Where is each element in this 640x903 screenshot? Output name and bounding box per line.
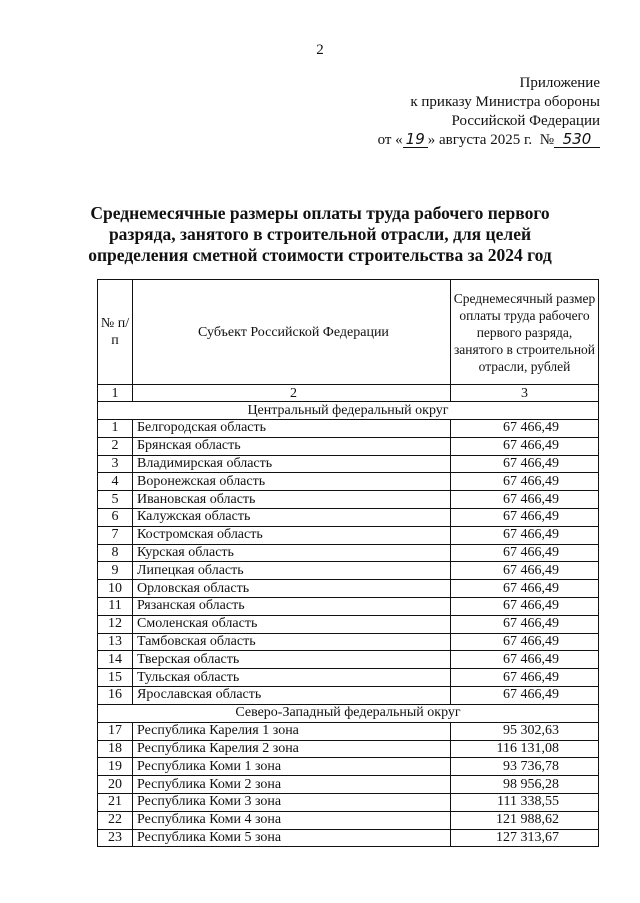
wage-value: 98 956,28 [451, 776, 599, 794]
table-row [98, 526, 599, 544]
wage-value: 67 466,49 [451, 473, 599, 491]
wage-value: 121 988,62 [451, 811, 599, 829]
row-number: 5 [98, 491, 133, 509]
table-row [98, 473, 599, 491]
table-row [98, 633, 599, 651]
handwritten-number: 530 [554, 132, 600, 148]
row-number: 23 [98, 829, 133, 847]
subject-name: Тверская область [133, 651, 451, 669]
wage-value: 67 466,49 [451, 455, 599, 473]
table-row [98, 740, 599, 758]
title-line-2: разряда, занятого в строительной отрасли, для целей [108, 224, 532, 244]
subject-name: Владимирская область [133, 455, 451, 473]
row-number: 7 [98, 526, 133, 544]
row-number: 6 [98, 508, 133, 526]
table-row [98, 455, 599, 473]
wage-value: 95 302,63 [451, 722, 599, 740]
subject-name: Смоленская область [133, 615, 451, 633]
wage-value: 116 131,08 [451, 740, 599, 758]
row-number: 13 [98, 633, 133, 651]
row-number: 20 [98, 776, 133, 794]
column-index: 2 [133, 385, 451, 402]
wage-value: 67 466,49 [451, 544, 599, 562]
wage-value: 67 466,49 [451, 420, 599, 438]
subject-name: Республика Карелия 1 зона [133, 722, 451, 740]
wage-value: 67 466,49 [451, 508, 599, 526]
subject-name: Республика Коми 3 зона [133, 793, 451, 811]
row-number: 1 [98, 420, 133, 438]
table-row [98, 615, 599, 633]
row-number: 11 [98, 597, 133, 615]
row-number: 10 [98, 580, 133, 598]
table-row [98, 597, 599, 615]
table-row [98, 491, 599, 509]
appendix-header [378, 74, 600, 150]
table-row [98, 508, 599, 526]
row-number: 3 [98, 455, 133, 473]
subject-name: Тамбовская область [133, 633, 451, 651]
subject-name: Калужская область [133, 508, 451, 526]
row-number: 22 [98, 811, 133, 829]
header-wage: Среднемесячный размер оплаты труда рабочего первого разряда, занятого в строительной отрасли, рублей [451, 280, 599, 385]
date-suffix: » августа 2025 г. [427, 132, 533, 148]
title-line-3: определения сметной стоимости строительства за 2024 год [88, 245, 552, 265]
subject-name: Орловская область [133, 580, 451, 598]
table-row [98, 758, 599, 776]
header-number: № п/п [98, 280, 133, 385]
page-number: 2 [316, 42, 324, 58]
region-row [98, 402, 599, 420]
row-number: 15 [98, 669, 133, 687]
subject-name: Республика Карелия 2 зона [133, 740, 451, 758]
row-number: 21 [98, 793, 133, 811]
number-label: № [539, 132, 554, 148]
table-row [98, 580, 599, 598]
wage-value: 111 338,55 [451, 793, 599, 811]
appendix-date-line [378, 131, 600, 150]
wage-value: 67 466,49 [451, 580, 599, 598]
wage-value: 127 313,67 [451, 829, 599, 847]
table-row [98, 544, 599, 562]
subject-name: Тульская область [133, 669, 451, 687]
wage-value: 67 466,49 [451, 597, 599, 615]
row-number: 19 [98, 758, 133, 776]
table-row [98, 776, 599, 794]
wage-value: 67 466,49 [451, 633, 599, 651]
header-subject: Субъект Российской Федерации [133, 280, 451, 385]
table-row [98, 651, 599, 669]
subject-name: Белгородская область [133, 420, 451, 438]
table-row [98, 437, 599, 455]
subject-name: Ярославская область [133, 686, 451, 704]
appendix-label: Приложение [519, 75, 600, 91]
wage-value: 67 466,49 [451, 669, 599, 687]
table-header-row [98, 280, 599, 385]
subject-name: Брянская область [133, 437, 451, 455]
subject-name: Республика Коми 4 зона [133, 811, 451, 829]
subject-name: Республика Коми 5 зона [133, 829, 451, 847]
document-title [60, 203, 580, 266]
table-row [98, 793, 599, 811]
wage-value: 67 466,49 [451, 562, 599, 580]
table-row [98, 811, 599, 829]
table-row [98, 669, 599, 687]
date-prefix: от « [377, 132, 403, 148]
row-number: 17 [98, 722, 133, 740]
wage-value: 67 466,49 [451, 615, 599, 633]
region-name: Северо-Западный федеральный округ [98, 704, 599, 722]
table-row [98, 722, 599, 740]
table-row [98, 420, 599, 438]
row-number: 8 [98, 544, 133, 562]
appendix-federation: Российской Федерации [451, 113, 600, 129]
column-index: 1 [98, 385, 133, 402]
subject-name: Курская область [133, 544, 451, 562]
subject-name: Костромская область [133, 526, 451, 544]
wage-value: 93 736,78 [451, 758, 599, 776]
row-number: 12 [98, 615, 133, 633]
subject-name: Воронежская область [133, 473, 451, 491]
wage-table [97, 279, 599, 847]
table-row [98, 829, 599, 847]
wage-value: 67 466,49 [451, 526, 599, 544]
region-name: Центральный федеральный округ [98, 402, 599, 420]
table-body [98, 402, 599, 847]
subject-name: Рязанская область [133, 597, 451, 615]
row-number: 4 [98, 473, 133, 491]
row-number: 9 [98, 562, 133, 580]
appendix-order-ref: к приказу Министра обороны [410, 94, 600, 110]
column-index-row [98, 385, 599, 402]
title-line-1: Среднемесячные размеры оплаты труда рабочего первого [90, 203, 550, 223]
region-row [98, 704, 599, 722]
table-row [98, 686, 599, 704]
row-number: 18 [98, 740, 133, 758]
table-row [98, 562, 599, 580]
wage-value: 67 466,49 [451, 491, 599, 509]
subject-name: Республика Коми 1 зона [133, 758, 451, 776]
subject-name: Ивановская область [133, 491, 451, 509]
subject-name: Липецкая область [133, 562, 451, 580]
column-index: 3 [451, 385, 599, 402]
wage-value: 67 466,49 [451, 651, 599, 669]
row-number: 16 [98, 686, 133, 704]
wage-value: 67 466,49 [451, 686, 599, 704]
wage-value: 67 466,49 [451, 437, 599, 455]
row-number: 2 [98, 437, 133, 455]
subject-name: Республика Коми 2 зона [133, 776, 451, 794]
handwritten-day: 19 [403, 132, 428, 148]
row-number: 14 [98, 651, 133, 669]
